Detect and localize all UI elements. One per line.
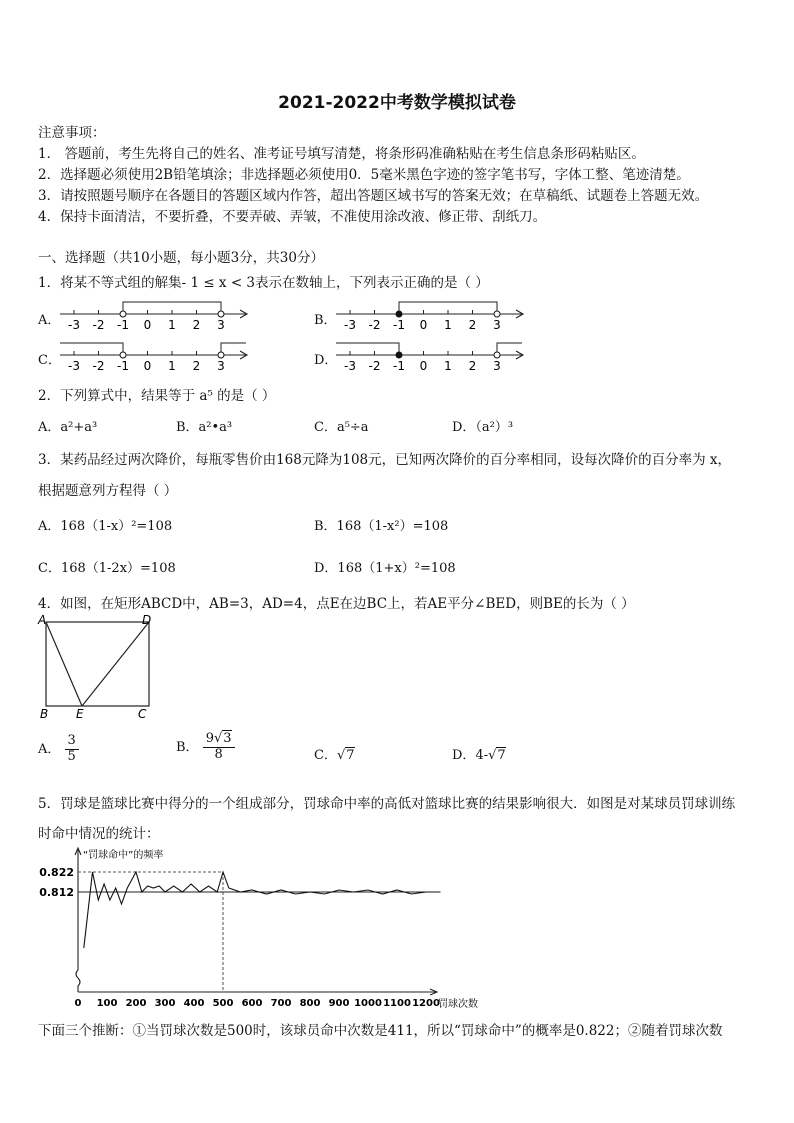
tick-label: 1 bbox=[444, 359, 452, 373]
notice-item-2: 2．选择题必须使用2B铅笔填涂；非选择题必须使用0．5毫米黑色字迹的签字笔书写，字体工整、笔迹清楚。 bbox=[38, 167, 690, 183]
x-tick-label: 800 bbox=[299, 998, 321, 1009]
q4-option-c: C．√7 bbox=[314, 748, 355, 763]
q5-after-text: 下面三个推断：①当罚球次数是500时，该球员命中次数是411，所以“罚球命中”的概率是0.822；②随着罚球次数 bbox=[38, 1023, 723, 1039]
q2-option-d: D．（a²）³ bbox=[452, 420, 514, 435]
range-bracket bbox=[497, 343, 522, 355]
open-endpoint bbox=[120, 352, 126, 358]
q4-label-d: D． bbox=[452, 748, 476, 763]
q4-label-b: B． bbox=[176, 739, 199, 755]
q2-option-b: B．a²•a³ bbox=[176, 420, 233, 435]
q2-stem: 2．下列算式中，结果等于 a⁵ 的是（ ） bbox=[38, 388, 276, 404]
tick-label: -2 bbox=[92, 318, 105, 332]
q3-option-c: C．168（1-2x）=108 bbox=[38, 561, 176, 576]
tick-label: 2 bbox=[468, 318, 477, 332]
open-endpoint bbox=[120, 311, 126, 317]
x-tick-label: 1000 bbox=[354, 998, 382, 1009]
tick-label: -3 bbox=[68, 318, 80, 332]
notice-item-4: 4．保持卡面清洁，不要折叠，不要弄破、弄皱，不准使用涂改液、修正带、刮纸刀。 bbox=[38, 209, 547, 225]
q4-a-num: 3 bbox=[65, 734, 79, 750]
tick-label: 0 bbox=[419, 359, 428, 373]
tick-label: 1 bbox=[444, 318, 452, 332]
frequency-series-line bbox=[84, 872, 441, 948]
x-tick-label: 0 bbox=[74, 998, 82, 1009]
tick-label: -3 bbox=[344, 359, 356, 373]
range-bracket bbox=[336, 343, 399, 355]
q3-option-b: B．168（1-x²）=108 bbox=[314, 519, 449, 534]
q4-b-fraction: $\frac{9√3}{8}$ bbox=[203, 732, 235, 763]
q1-label-c: C． bbox=[38, 353, 61, 368]
notice-item-3: 3．请按照题号顺序在各题目的答题区域内作答，超出答题区域书写的答案无效；在草稿纸、试题卷上答题无效。 bbox=[38, 188, 709, 204]
vertex-b: B bbox=[40, 707, 49, 721]
open-endpoint bbox=[494, 352, 500, 358]
q1-numberline-a bbox=[56, 296, 256, 334]
q3-stem: 3．某药品经过两次降价，每瓶零售价由168元降为108元，已知两次降价的百分率相同，设每次降价的百分率为 x， bbox=[38, 452, 732, 468]
notice-heading: 注意事项： bbox=[38, 125, 106, 141]
q4-rectangle-figure bbox=[34, 612, 164, 722]
x-tick-label: 700 bbox=[270, 998, 292, 1009]
q4-d-rad: 7 bbox=[497, 748, 506, 763]
range-bracket bbox=[60, 343, 123, 355]
x-tick-label: 900 bbox=[328, 998, 350, 1009]
q4-option-d: D．4-√7 bbox=[452, 748, 506, 763]
range-bracket bbox=[221, 343, 246, 355]
axis-break bbox=[76, 970, 80, 992]
q4-a-fraction bbox=[65, 734, 79, 765]
q4-b-den: 8 bbox=[214, 746, 223, 762]
q2-option-c: C．a⁵÷a bbox=[314, 420, 369, 435]
tick-label: -3 bbox=[344, 318, 356, 332]
x-tick-label: 100 bbox=[96, 998, 118, 1009]
y-tick-label: 0.822 bbox=[39, 866, 74, 879]
x-tick-label: 1200 bbox=[412, 998, 440, 1009]
free-throw-frequency-chart bbox=[36, 842, 506, 1012]
tick-label: 2 bbox=[468, 359, 477, 373]
q1-label-d: D． bbox=[314, 353, 338, 368]
tick-label: -2 bbox=[368, 359, 381, 373]
vertex-d: D bbox=[142, 613, 152, 627]
tick-label: -1 bbox=[117, 318, 129, 332]
tick-label: 1 bbox=[168, 359, 176, 373]
section-heading: 一、选择题（共10小题，每小题3分，共30分） bbox=[38, 250, 324, 266]
tick-label: 0 bbox=[143, 318, 152, 332]
vertex-c: C bbox=[138, 707, 147, 721]
tick-label: 1 bbox=[168, 318, 176, 332]
tick-label: -1 bbox=[393, 318, 405, 332]
x-tick-label: 300 bbox=[154, 998, 176, 1009]
q3-option-d: D．168（1+x）²=108 bbox=[314, 561, 456, 576]
page-title: 2021-2022中考数学模拟试卷 bbox=[278, 93, 516, 113]
tick-label: -2 bbox=[92, 359, 105, 373]
tick-label: -1 bbox=[393, 359, 405, 373]
q5-stem: 5．罚球是篮球比赛中得分的一个组成部分，罚球命中率的高低对篮球比赛的结果影响很大．如图是对某球员罚球训练 bbox=[38, 796, 736, 812]
q4-b-coef: 9 bbox=[205, 731, 214, 746]
tick-label: 3 bbox=[217, 359, 225, 373]
x-tick-label: 1100 bbox=[383, 998, 411, 1009]
tick-label: -2 bbox=[368, 318, 381, 332]
tick-label: 0 bbox=[143, 359, 152, 373]
q4-c-rad: 7 bbox=[346, 748, 355, 763]
q1-stem: 1．将某不等式组的解集- 1 ≤ x < 3表示在数轴上，下列表示正确的是（ ） bbox=[38, 275, 489, 291]
x-tick-label: 600 bbox=[241, 998, 263, 1009]
open-endpoint bbox=[218, 311, 224, 317]
x-tick-label: 400 bbox=[183, 998, 205, 1009]
q4-d-prefix: 4- bbox=[475, 748, 489, 763]
tick-label: -1 bbox=[117, 359, 129, 373]
notice-item-1: 1． 答题前，考生先将自己的姓名、准考证号填写清楚，将条形码准确粘贴在考生信息条形码粘贴区。 bbox=[38, 146, 645, 162]
q4-b-rad: 3 bbox=[223, 731, 232, 746]
q1-label-a: A． bbox=[38, 313, 61, 328]
open-endpoint bbox=[218, 352, 224, 358]
q1-label-b: B． bbox=[314, 313, 337, 328]
q1-numberline-b bbox=[332, 296, 532, 334]
open-endpoint bbox=[494, 311, 500, 317]
q1-numberline-d bbox=[332, 337, 532, 375]
q2-option-a: A．a²+a³ bbox=[38, 420, 98, 435]
vertex-a: A bbox=[38, 613, 47, 627]
q4-stem: 4．如图，在矩形ABCD中，AB=3，AD=4，点E在边BC上，若AE平分∠BED，则BE的长为（ ） bbox=[38, 596, 635, 612]
x-axis-label: 罚球次数 bbox=[438, 999, 478, 1010]
vertex-e: E bbox=[76, 707, 84, 721]
q4-option-a bbox=[38, 734, 79, 765]
tick-label: -3 bbox=[68, 359, 80, 373]
tick-label: 3 bbox=[493, 318, 501, 332]
q3-stem-2: 根据题意列方程得（ ） bbox=[38, 483, 178, 499]
x-tick-label: 200 bbox=[125, 998, 147, 1009]
tick-label: 0 bbox=[419, 318, 428, 332]
closed-endpoint bbox=[396, 311, 402, 317]
tick-label: 2 bbox=[192, 318, 201, 332]
q1-numberline-c bbox=[56, 337, 256, 375]
q4-label-c: C． bbox=[314, 748, 337, 763]
q4-label-a: A． bbox=[38, 741, 61, 757]
tick-label: 3 bbox=[493, 359, 501, 373]
q5-stem-2: 时命中情况的统计： bbox=[38, 826, 160, 842]
closed-endpoint bbox=[396, 352, 402, 358]
y-tick-label: 0.812 bbox=[39, 886, 74, 899]
q4-option-b bbox=[176, 732, 235, 763]
q3-option-a: A．168（1-x）²=108 bbox=[38, 519, 173, 534]
y-axis-label: “罚球命中”的频率 bbox=[83, 850, 164, 861]
tick-label: 2 bbox=[192, 359, 201, 373]
x-tick-label: 500 bbox=[212, 998, 234, 1009]
tick-label: 3 bbox=[217, 318, 225, 332]
q4-a-den: 5 bbox=[67, 748, 76, 764]
